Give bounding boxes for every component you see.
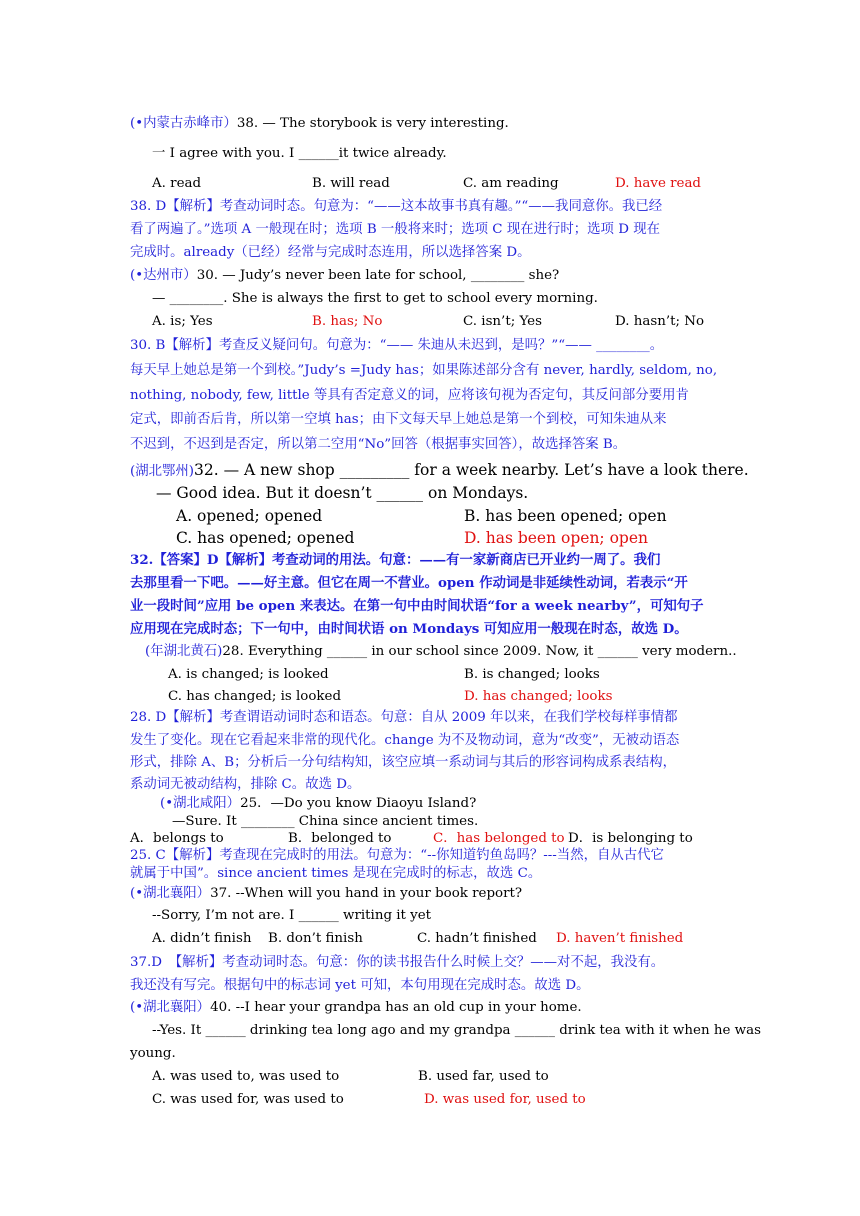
- q38-option-c: C. am reading: [463, 176, 559, 191]
- q37-explanation-1: 37.D 【解析】考查动词时态。句意：你的读书报告什么时候上交？——对不起，我没有。: [130, 955, 665, 970]
- q32-option-b: B. has been opened; open: [464, 507, 667, 525]
- q37-option-b: B. don’t finish: [268, 931, 363, 946]
- q40-option-b: B. used far, used to: [418, 1069, 549, 1084]
- q32-explanation-3: 业一段时间”应用 be open 来表达。在第一句中由时间状语“for a week nearby”，可知句子: [130, 598, 704, 614]
- q40-option-c: C. was used for, was used to: [152, 1092, 344, 1107]
- q37-option-a: A. didn’t finish: [152, 931, 252, 946]
- q28-explanation-2: 发生了变化。现在它看起来非常的现代化。change 为不及物动词，意为“改变”，无被动语态: [130, 733, 680, 748]
- q30-explanation-1: 30. B【解析】考查反义疑问句。句意为：“—— 朱迪从未迟到，是吗？”“—— ________。: [130, 338, 664, 353]
- q30-stem: [130, 267, 559, 285]
- q38-option-d: D. have read: [615, 176, 702, 191]
- q40-line2: --Yes. It ______ drinking tea long ago and my grandpa ______ drink tea with it when he was: [152, 1023, 761, 1038]
- q32-stem: [130, 460, 749, 482]
- q30-explanation-4: 定式，即前否后肯，所以第一空填 has；由下文每天早上她总是第一个到校，可知朱迪从来: [130, 412, 667, 427]
- q38-line2: 一 I agree with you. I ______it twice already.: [152, 146, 447, 161]
- q28-explanation-4: 系动词无被动结构，排除 C。故选 D。: [130, 777, 361, 792]
- q37-option-c: C. hadn’t finished: [417, 931, 537, 946]
- q28-source: (年湖北黄石): [145, 644, 223, 659]
- q30-explanation-2: 每天早上她总是第一个到校。”Judy’s =Judy has；如果陈述部分含有 never, hardly, seldom, no,: [130, 363, 718, 378]
- q25-option-a: A．belongs to: [130, 831, 224, 846]
- q28-explanation-1: 28. D【解析】考查谓语动词时态和语态。句意：自从 2009 年以来，在我们学校每样事情都: [130, 710, 678, 725]
- q28-option-d: D. has changed; looks: [464, 689, 613, 704]
- q30-option-a: A. is; Yes: [152, 314, 213, 329]
- q38-option-b: B. will read: [312, 176, 390, 191]
- q40-line3: young.: [130, 1046, 176, 1061]
- q28-option-b: B. is changed; looks: [464, 667, 600, 682]
- q32-option-d: D. has been open; open: [464, 529, 648, 547]
- q37-line2: --Sorry, I’m not are. I ______ writing it yet: [152, 908, 432, 923]
- q40-stem-text: 40. --I hear your grandpa has an old cup in your home.: [210, 1000, 582, 1015]
- q28-explanation-3: 形式，排除 A、B；分析后一分句结构知，该空应填一系动词与其后的形容词构成系表结构，: [130, 755, 676, 770]
- q25-line2: —Sure. It ________ China since ancient times.: [172, 814, 479, 829]
- q38-stem: [130, 115, 509, 133]
- q32-explanation-1: 32.【答案】D【解析】考查动词的用法。句意：——有一家新商店已开业约一周了。我们: [130, 552, 661, 568]
- q38-source: (•内蒙古赤峰市）: [130, 116, 237, 131]
- q30-option-c: C. isn’t; Yes: [463, 314, 542, 329]
- q25-stem-text: 25．—Do you know Diaoyu Island?: [240, 796, 477, 811]
- q38-explanation-2: 看了两遍了。”选项 A 一般现在时；选项 B 一般将来时；选项 C 现在进行时；选项 D 现在: [130, 222, 660, 237]
- q30-explanation-3: nothing, nobody, few, little 等具有否定意义的词，应将该句视为否定句，其反问部分要用肯: [130, 388, 689, 403]
- q32-source: (湖北鄂州): [130, 464, 195, 479]
- q32-explanation-2: 去那里看一下吧。——好主意。但它在周一不营业。open 作动词是非延续性动词，若表示“开: [130, 575, 688, 591]
- q25-option-c: C．has belonged to: [433, 831, 565, 846]
- q37-option-d: D. haven’t finished: [556, 931, 684, 946]
- q28-option-a: A. is changed; is looked: [168, 667, 329, 682]
- q25-stem: [160, 795, 476, 813]
- q32-option-a: A. opened; opened: [176, 507, 323, 525]
- q32-stem-text: 32. — A new shop _________ for a week nearby. Let’s have a look there.: [194, 461, 749, 479]
- q25-explanation-2: 就属于中国”。since ancient times 是现在完成时的标志，故选 C。: [130, 866, 542, 881]
- q25-source: (•湖北咸阳）: [160, 796, 241, 811]
- q38-stem-text: 38. — The storybook is very interesting.: [236, 116, 509, 131]
- q40-option-d: D. was used for, used to: [424, 1092, 586, 1107]
- q40-option-a: A. was used to, was used to: [152, 1069, 340, 1084]
- q25-explanation-1: 25. C【解析】考查现在完成时的用法。句意为：“--你知道钓鱼岛吗？---当然，自从古代它: [130, 848, 664, 863]
- q28-stem: [145, 643, 737, 661]
- q30-stem-text: 30. — Judy’s never been late for school, ________ she?: [196, 268, 560, 283]
- q30-line2: — ________. She is always the first to get to school every morning.: [152, 291, 598, 306]
- q38-explanation-1: 38. D【解析】考查动词时态。句意为：“——这本故事书真有趣。”“——我同意你。我已经: [130, 199, 663, 214]
- q37-source: (•湖北襄阳）: [130, 886, 211, 901]
- q32-option-c: C. has opened; opened: [176, 529, 355, 547]
- q38-explanation-3: 完成时。already（已经）经常与完成时态连用，所以选择答案 D。: [130, 245, 531, 260]
- q37-stem-text: 37. --When will you hand in your book report?: [210, 886, 523, 901]
- q40-source: (•湖北襄阳）: [130, 1000, 211, 1015]
- q40-stem: [130, 999, 582, 1017]
- q32-line2: — Good idea. But it doesn’t ______ on Mondays.: [156, 484, 529, 502]
- q28-stem-text: 28. Everything ______ in our school since 2009. Now, it ______ very modern..: [222, 644, 737, 659]
- q30-explanation-5: 不迟到，不迟到是否定，所以第二空用“No”回答（根据事实回答），故选择答案 B。: [130, 437, 627, 452]
- q25-option-d: D．is belonging to: [568, 831, 693, 846]
- q28-option-c: C. has changed; is looked: [168, 689, 342, 704]
- q37-stem: [130, 885, 522, 903]
- q30-option-b: B. has; No: [312, 314, 383, 329]
- q37-explanation-2: 我还没有写完。根据句中的标志词 yet 可知，本句用现在完成时态。故选 D。: [130, 978, 590, 993]
- q32-explanation-4: 应用现在完成时态；下一句中，由时间状语 on Mondays 可知应用一般现在时态，故选 D。: [130, 621, 688, 637]
- q25-option-b: B．belonged to: [288, 831, 392, 846]
- q30-source: (•达州市）: [130, 268, 197, 283]
- q30-option-d: D. hasn’t; No: [615, 314, 705, 329]
- q38-option-a: A. read: [152, 176, 202, 191]
